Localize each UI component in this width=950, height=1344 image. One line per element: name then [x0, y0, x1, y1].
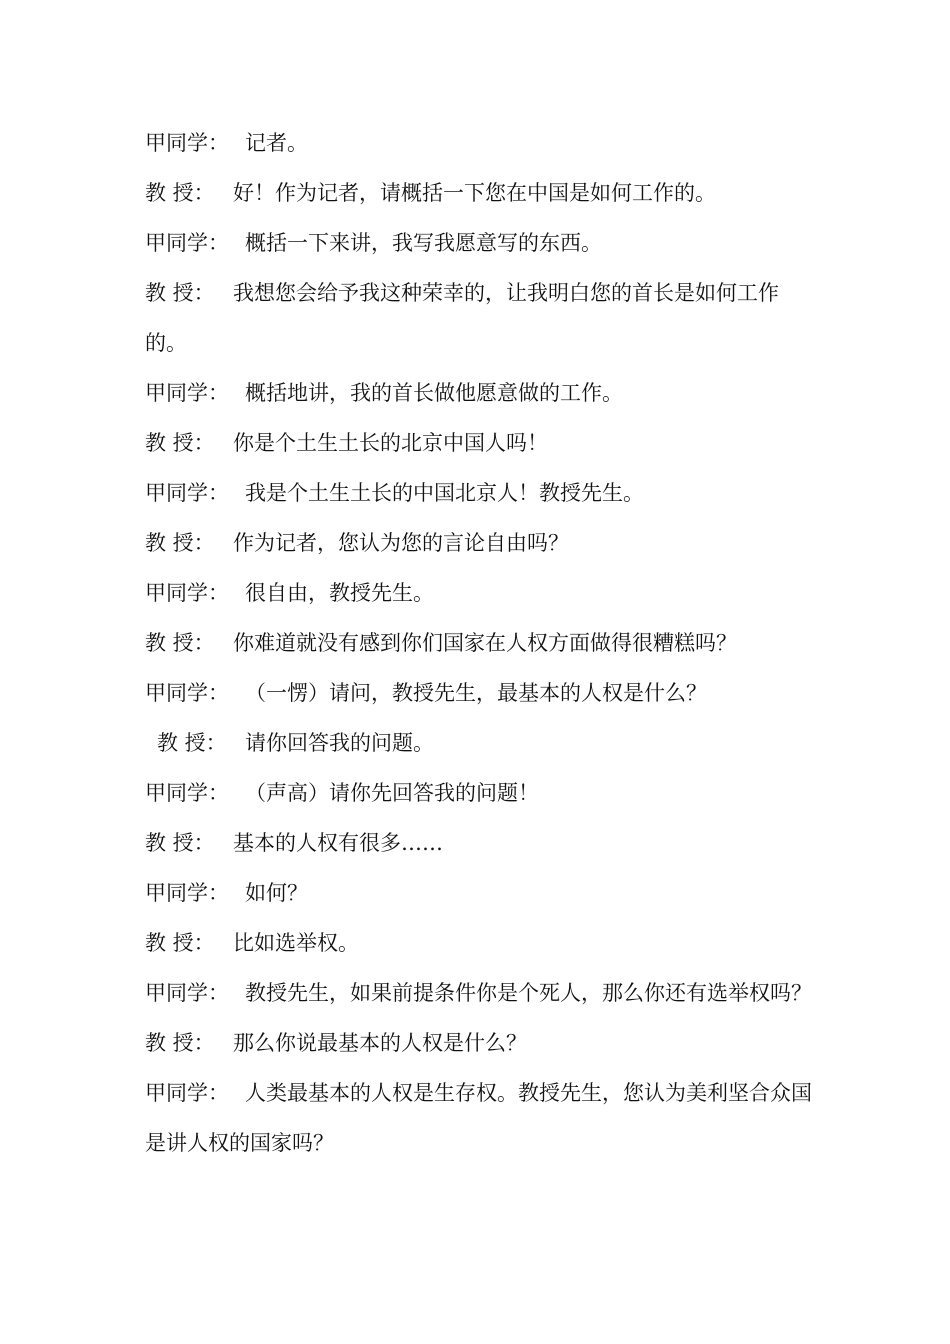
dialogue-line	[145, 118, 815, 168]
speaker-label: 甲同学：	[145, 681, 229, 705]
dialogue-line	[145, 168, 815, 218]
dialogue-line	[145, 718, 815, 768]
dialogue-line	[145, 518, 815, 568]
dialogue-text: 你是个土生土长的北京中国人吗！	[233, 431, 548, 455]
speaker-label: 甲同学：	[145, 231, 229, 255]
speaker-label: 教 授：	[145, 631, 215, 655]
speaker-label: 甲同学：	[145, 881, 229, 905]
dialogue-text: 我是个土生土长的中国北京人！教授先生。	[245, 481, 644, 505]
dialogue-line	[145, 918, 815, 968]
document-page	[145, 118, 815, 1168]
speaker-label: 甲同学：	[145, 581, 229, 605]
speaker-label: 教 授：	[145, 831, 215, 855]
speaker-label: 甲同学：	[145, 131, 229, 155]
speaker-label: 教 授：	[145, 931, 215, 955]
dialogue-text: （声高）请你先回答我的问题！	[245, 781, 539, 805]
dialogue-text: 好！作为记者，请概括一下您在中国是如何工作的。	[233, 181, 716, 205]
dialogue-line	[145, 368, 815, 418]
dialogue-text: （一愣）请问，教授先生，最基本的人权是什么？	[245, 681, 707, 705]
dialogue-text: 我想您会给予我这种荣幸的，让我明白您的首长是如何工作的。	[145, 281, 779, 355]
dialogue-text: 那么你说最基本的人权是什么？	[233, 1031, 527, 1055]
speaker-label: 教 授：	[145, 431, 215, 455]
dialogue-text: 请你回答我的问题。	[245, 731, 434, 755]
dialogue-line	[145, 268, 815, 368]
speaker-label: 教 授：	[157, 731, 227, 755]
dialogue-line	[145, 418, 815, 468]
dialogue-text: 教授先生，如果前提条件你是个死人，那么你还有选举权吗？	[245, 981, 812, 1005]
speaker-label: 甲同学：	[145, 381, 229, 405]
dialogue-text: 概括地讲，我的首长做他愿意做的工作。	[245, 381, 623, 405]
dialogue-line	[145, 1068, 815, 1168]
speaker-label: 甲同学：	[145, 781, 229, 805]
dialogue-line	[145, 868, 815, 918]
speaker-label: 教 授：	[145, 181, 215, 205]
speaker-label: 甲同学：	[145, 481, 229, 505]
dialogue-line	[145, 1018, 815, 1068]
dialogue-line	[145, 568, 815, 618]
speaker-label: 教 授：	[145, 281, 215, 305]
speaker-label: 教 授：	[145, 1031, 215, 1055]
speaker-label: 甲同学：	[145, 981, 229, 1005]
dialogue-text: 基本的人权有很多……	[233, 831, 443, 855]
dialogue-text: 如何？	[245, 881, 308, 905]
dialogue-text: 人类最基本的人权是生存权。教授先生，您认为美利坚合众国是讲人权的国家吗？	[145, 1081, 812, 1155]
dialogue-text: 记者。	[245, 131, 308, 155]
dialogue-line	[145, 768, 815, 818]
speaker-label: 甲同学：	[145, 1081, 229, 1105]
dialogue-text: 概括一下来讲，我写我愿意写的东西。	[245, 231, 602, 255]
dialogue-text: 比如选举权。	[233, 931, 359, 955]
dialogue-line	[145, 468, 815, 518]
speaker-label: 教 授：	[145, 531, 215, 555]
dialogue-text: 很自由，教授先生。	[245, 581, 434, 605]
dialogue-line	[145, 818, 815, 868]
dialogue-line	[145, 968, 815, 1018]
dialogue-text: 你难道就没有感到你们国家在人权方面做得很糟糕吗？	[233, 631, 737, 655]
dialogue-text: 作为记者，您认为您的言论自由吗？	[233, 531, 569, 555]
dialogue-line	[145, 618, 815, 668]
dialogue-line	[145, 218, 815, 268]
dialogue-line	[145, 668, 815, 718]
